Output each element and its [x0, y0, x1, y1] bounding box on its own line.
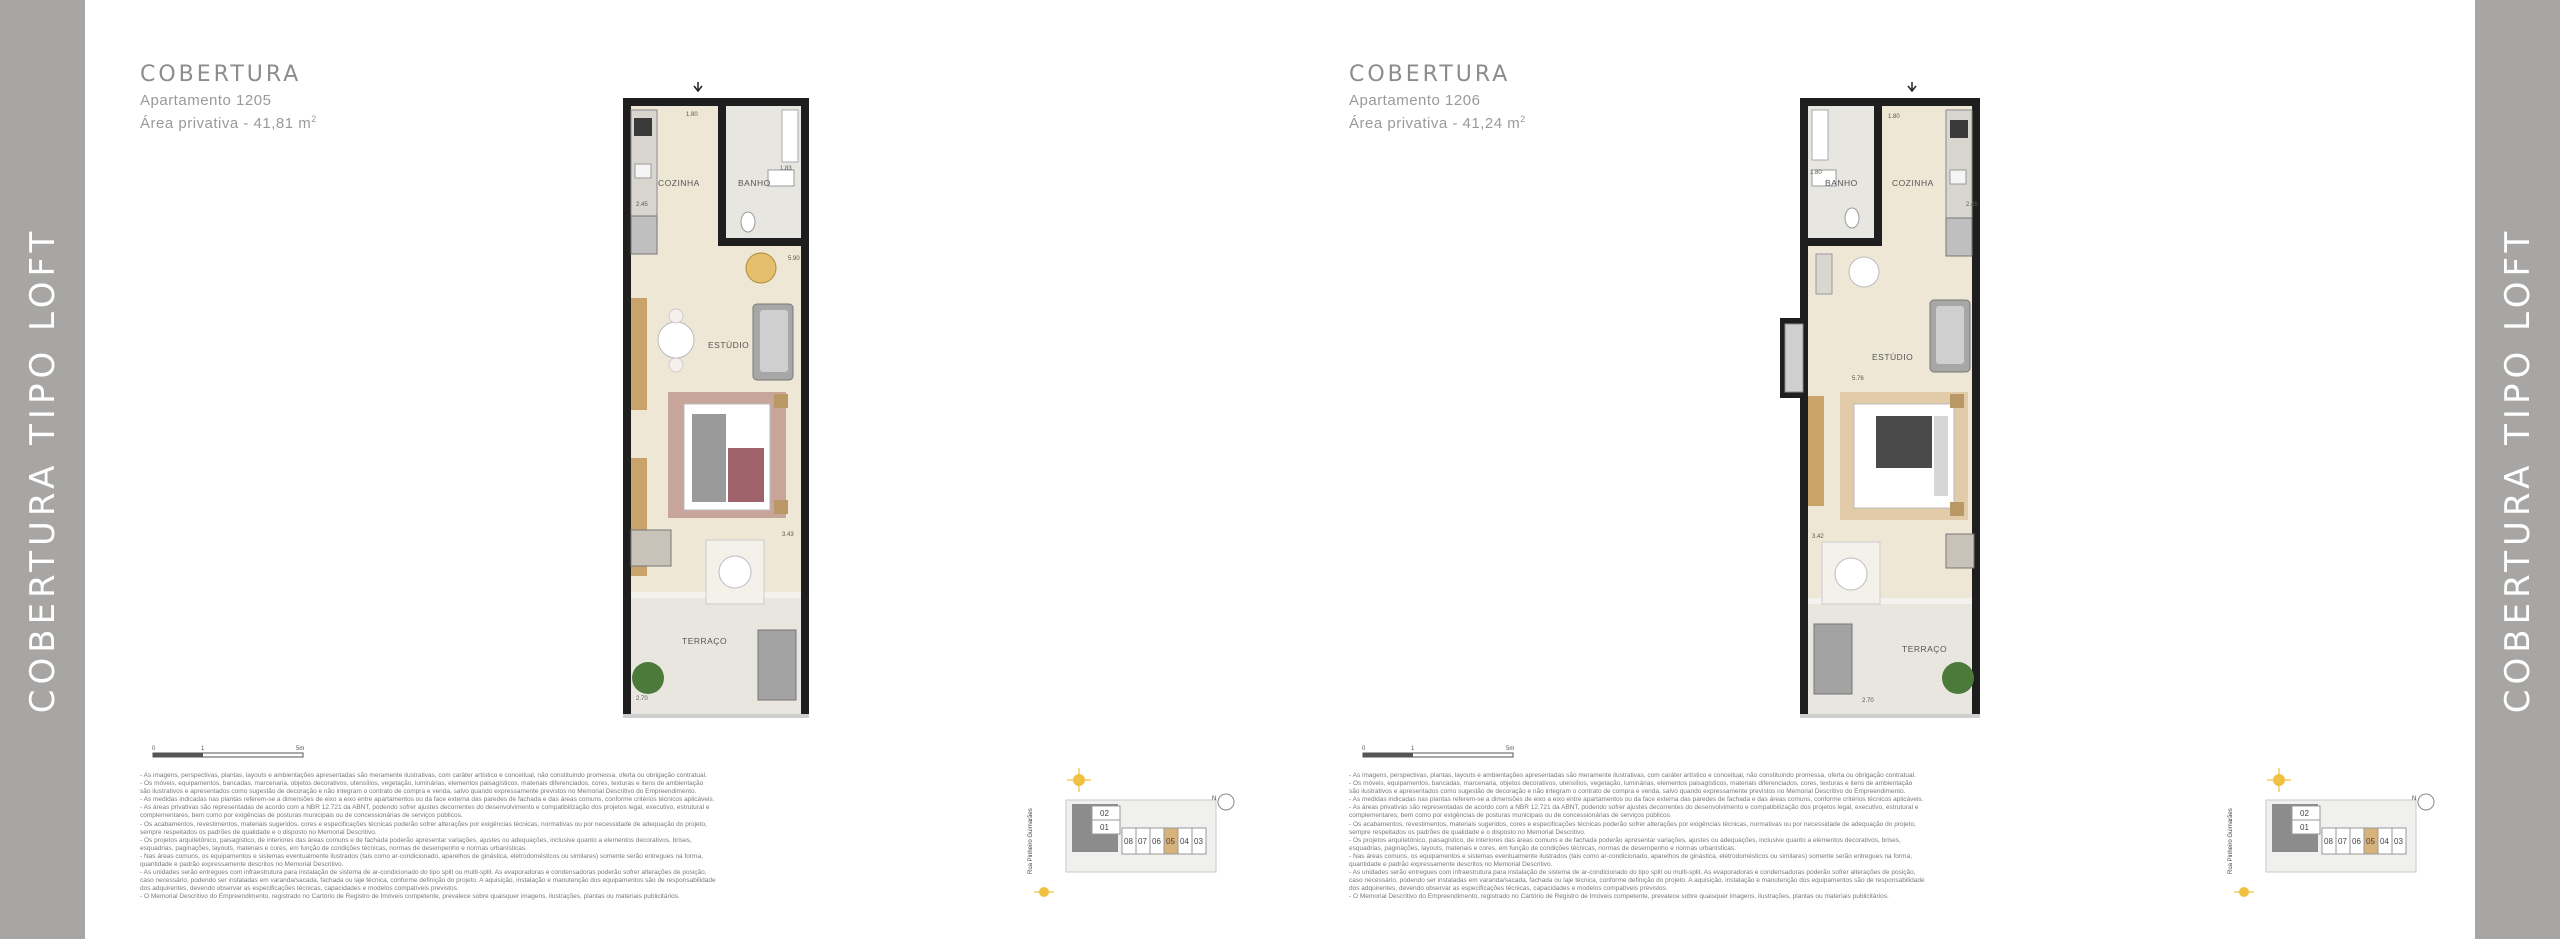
unit-1-keymap [1022, 762, 1242, 912]
unit-2-notes [1349, 772, 1999, 902]
terrace-right-wall [1972, 598, 1980, 718]
keymap-north: N [2412, 796, 2417, 802]
note-line: são ilustrativos e apresentados como sugestão de decoração e não integram o contrato de compra e venda, salvo quando expressamente previstos no Memorial Descritivo do Empreendimento. [1349, 788, 1906, 796]
unit-2-scale-bar [1360, 742, 1520, 764]
note-line: sempre respeitados os padrões de qualidade e o disposto no Memorial Descritivo. [140, 828, 377, 836]
bath-wall [718, 106, 726, 246]
dimension-label: 2.45 [1966, 202, 1978, 208]
entrance-arrow-icon [694, 82, 702, 91]
toilet [741, 212, 755, 232]
shower [1812, 110, 1828, 160]
unit-1-area [140, 114, 317, 132]
sun-icon [2267, 768, 2291, 792]
keymap-north: N [1212, 796, 1217, 802]
north-arrow-icon [2418, 794, 2434, 810]
blanket [1876, 416, 1932, 468]
note-line: - As imagens, perspectivas, plantas, layouts e ambientações apresentadas são meramente ilustrativas, com caráter artístico e conceitual, não constituindo promessa, oferta ou obrigação contratual. [140, 772, 707, 779]
shower [782, 110, 798, 162]
note-line: - O Memorial Descritivo do Empreendimento, registrado no Cartório de Registro de Imóveis competente, prevalece sobre quaisquer imagens, ilustrações, plantas ou materiais publicitários. [1349, 893, 1889, 901]
keymap-label: 08 [2324, 837, 2333, 846]
keymap-label: 01 [2300, 823, 2309, 832]
note-line: - O Memorial Descritivo do Empreendimento, registrado no Cartório de Registro de Imóveis competente, prevalece sobre quaisquer imagens, ilustrações, plantas ou materiais publicitários. [140, 893, 680, 901]
note-line: sempre respeitados os padrões de qualidade e o disposto no Memorial Descritivo. [1349, 828, 1586, 836]
side-niche [1785, 324, 1803, 392]
pillows [692, 414, 726, 502]
note-line: quantidade e padrão expressamente descritos no Memorial Descritivo. [1349, 861, 1553, 869]
terrace-left-wall [623, 592, 631, 718]
unit-2-header [1349, 62, 1526, 132]
dimension-label: 1.80 [1810, 170, 1822, 176]
terrace-edge [1800, 714, 1980, 718]
north-arrow-icon [1218, 794, 1234, 810]
scale-fill [1363, 753, 1413, 757]
dimension-label: 1.80 [1888, 114, 1900, 120]
dimension-label: 2.70 [1862, 698, 1874, 704]
keymap-label: 04 [1180, 837, 1189, 846]
note-line: - Os acabamentos, revestimentos, materiais sugeridos, cores e especificações técnicas poderão sofrer alterações por exigências técnicas, normativas ou por necessidade de adequação do projeto, [1349, 820, 1916, 828]
dimension-label: 3.43 [782, 532, 794, 538]
cooktop [634, 118, 652, 136]
scale-label: 1 [201, 746, 205, 752]
room-label-kitchen: COZINHA [658, 178, 700, 188]
wood-shelf [1808, 396, 1824, 506]
right-side-label: COBERTURA TIPO LOFT [2497, 226, 2538, 713]
kitchen-sink [1950, 170, 1966, 184]
keymap-label: 02 [2300, 809, 2309, 818]
note-line: - As imagens, perspectivas, plantas, layouts e ambientações apresentadas são meramente ilustrativas, com caráter artístico e conceitual, não constituindo promessa, oferta ou obrigação contratual. [1349, 772, 1916, 779]
scale-label: 5m [1506, 746, 1515, 752]
nightstand [1950, 502, 1964, 516]
note-line: dos adquirentes, devendo observar as especificações técnicas, capacidades e modelos compatíveis previstos. [140, 885, 459, 893]
room-label-studio: ESTÚDIO [1872, 352, 1914, 362]
scale-fill [153, 753, 203, 757]
ac-unit [1946, 534, 1974, 568]
unit-2-area-text: Área privativa - 41,24 m [1349, 115, 1521, 132]
unit-1-area-sup: 2 [311, 114, 317, 124]
note-line: - Os projetos arquitetônico, paisagístico, de interiores das áreas comuns e de fachada poderão apresentar variações, ajustes ou adequações, inclusive quanto a elementos decorativos, brises, [140, 836, 692, 844]
note-line: caso necessário, podendo ser instaladas em varanda/sacada, fachada ou laje técnica, conforme definição do projeto. A aquisição, instalação e manutenção dos equipamentos são de responsabilidade [140, 877, 716, 885]
room-label-kitchen: COZINHA [1892, 178, 1934, 188]
wood-panel [631, 298, 647, 410]
sofa-cushions [1936, 306, 1964, 364]
unit-2-title: COBERTURA [1349, 62, 1511, 87]
terrace-right-wall [801, 592, 809, 718]
dimension-label: 5.90 [788, 256, 800, 262]
terrace-sofa [758, 630, 796, 700]
keymap-street: Rua Pinheiro Guimarães [1028, 808, 1034, 874]
note-line: - As medidas indicadas nas plantas referem-se a dimensões de eixo a eixo entre apartamentos ou da face externa das paredes de fachada e das áreas comuns, conforme critérios técnicos aplicáveis. [1349, 796, 1924, 804]
note-line: - Nas áreas comuns, os equipamentos e sistemas eventualmente ilustrados (tais como ar-condicionado, aparelhos de ginástica, eletrodomésticos ou similares) somente serão entregues na forma, [140, 852, 703, 860]
dimension-label: 1.80 [686, 112, 698, 118]
unit-1-header [140, 62, 317, 132]
shelf [1816, 254, 1832, 294]
note-line: dos adquirentes, devendo observar as especificações técnicas, capacidades e modelos compatíveis previstos. [1349, 885, 1668, 893]
pillows [1934, 416, 1948, 496]
room-label-bath: BANHO [738, 178, 771, 188]
note-line: - As medidas indicadas nas plantas referem-se a dimensões de eixo a eixo entre apartamentos ou da face externa das paredes de fachada e das áreas comuns, conforme critérios técnicos aplicáveis. [140, 796, 715, 804]
scale-label: 0 [1362, 746, 1366, 752]
sunset-icon [1034, 887, 1054, 897]
toilet [1845, 208, 1859, 228]
unit-1-floor-plan [618, 78, 814, 718]
sunset-icon [2234, 887, 2254, 897]
keymap-label: 06 [2352, 837, 2361, 846]
terrace-edge [623, 714, 809, 718]
scale-label: 1 [1411, 746, 1415, 752]
keymap-label: 01 [1100, 823, 1109, 832]
scale-label: 0 [152, 746, 156, 752]
refrigerator [631, 216, 657, 254]
dimension-label: 5.76 [1852, 376, 1864, 382]
armchair-round [746, 253, 776, 283]
unit-2-keymap [2222, 762, 2442, 912]
room-label-terrace: TERRAÇO [1902, 644, 1948, 654]
note-line: - Os projetos arquitetônico, paisagístico, de interiores das áreas comuns e de fachada poderão apresentar variações, ajustes ou adequações, inclusive quanto a elementos decorativos, brises, [1349, 836, 1901, 844]
keymap-label: 04 [2380, 837, 2389, 846]
dining-chair [669, 309, 683, 323]
unit-2-apartment: Apartamento 1206 [1349, 92, 1481, 109]
note-line: - As unidades serão entregues com infraestrutura para instalação de sistema de ar-condicionado do tipo split ou multi-split. As evaporadoras e condensadoras poderão sofrer alterações de posição, [140, 869, 707, 877]
bath-bottom-wall [718, 238, 801, 246]
keymap-label: 07 [1138, 837, 1147, 846]
sun-icon [1067, 768, 1091, 792]
dimension-label: 2.70 [636, 696, 648, 702]
note-line: esquadrias, paginações, layouts, materiais e cores, em função de condições técnicas, normas de desempenho e normas urbanísticas. [140, 844, 527, 852]
bath-bottom-wall [1808, 238, 1882, 246]
right-side-band [2475, 0, 2560, 939]
plant [1942, 662, 1974, 694]
unit-1-notes [140, 772, 790, 902]
unit-1-title: COBERTURA [140, 62, 302, 87]
unit-2-area-sup: 2 [1520, 114, 1526, 124]
note-line: esquadrias, paginações, layouts, materiais e cores, em função de condições técnicas, normas de desempenho e normas urbanísticas. [1349, 844, 1736, 852]
unit-1-scale-bar [150, 742, 310, 764]
keymap-label: 05 [1166, 837, 1175, 846]
left-side-label: COBERTURA TIPO LOFT [22, 226, 63, 713]
nightstand [774, 394, 788, 408]
sofa-cushions [760, 310, 788, 372]
note-line: quantidade e padrão expressamente descritos no Memorial Descritivo. [140, 861, 344, 869]
unit-2-area [1349, 114, 1526, 132]
ac-unit [631, 530, 671, 566]
blanket [728, 448, 764, 502]
note-line: caso necessário, podendo ser instaladas em varanda/sacada, fachada ou laje técnica, conforme definição do projeto. A aquisição, instalação e manutenção dos equipamentos são de responsabilidade [1349, 877, 1925, 885]
left-side-band [0, 0, 85, 939]
plant [632, 662, 664, 694]
keymap-label: 03 [2394, 837, 2403, 846]
keymap-label: 08 [1124, 837, 1133, 846]
keymap-label: 07 [2338, 837, 2347, 846]
nightstand [774, 500, 788, 514]
note-line: complementares, bem como por exigências de posturas municipais ou de concessionárias de serviços públicos. [140, 812, 463, 820]
note-line: - Nas áreas comuns, os equipamentos e sistemas eventualmente ilustrados (tais como ar-condicionado, aparelhos de ginástica, eletrodomésticos ou similares) somente serão entregues na forma, [1349, 852, 1912, 860]
refrigerator [1946, 218, 1972, 256]
entrance-arrow-icon [1908, 82, 1916, 91]
bath-wall [1874, 106, 1882, 246]
terrace-sofa [1814, 624, 1852, 694]
note-line: - As unidades serão entregues com infraestrutura para instalação de sistema de ar-condicionado do tipo split ou multi-split. As evaporadoras e condensadoras poderão sofrer alterações de posição, [1349, 869, 1916, 877]
note-line: são ilustrativos e apresentados como sugestão de decoração e não integram o contrato de compra e venda, salvo quando expressamente previstos no Memorial Descritivo do Empreendimento. [140, 788, 697, 796]
note-line: - Os móveis, equipamentos, bancadas, marcenaria, objetos decorativos, utensílios, vegetação, luminárias, elementos paisagísticos, materiais diferenciados, cores, texturas e itens de ambientação [1349, 780, 1913, 788]
dining-chair [669, 358, 683, 372]
keymap-label: 03 [1194, 837, 1203, 846]
bath-sink [768, 170, 794, 186]
dimension-label: 3.42 [1812, 534, 1824, 540]
scale-label: 5m [296, 746, 305, 752]
kitchen-sink [635, 164, 651, 178]
dimension-label: 1.83 [780, 166, 792, 172]
note-line: - Os móveis, equipamentos, bancadas, marcenaria, objetos decorativos, utensílios, vegetação, luminárias, elementos paisagísticos, materiais diferenciados, cores, texturas e itens de ambientação [140, 780, 704, 788]
note-line: - As áreas privativas são representadas de acordo com a NBR 12.721 da ABNT, podendo sofrer ajustes decorrentes do desenvolvimento e compatibilização dos projetos legal, executivo, estrutural e [140, 804, 710, 812]
dining-table-round [658, 322, 694, 358]
room-label-bath: BANHO [1825, 178, 1858, 188]
note-line: complementares, bem como por exigências de posturas municipais ou de concessionárias de serviços públicos. [1349, 812, 1672, 820]
keymap-label: 05 [2366, 837, 2375, 846]
keymap-street: Rua Pinheiro Guimarães [2228, 808, 2234, 874]
unit-2-floor-plan [1780, 78, 2000, 718]
terrace-table [1835, 558, 1867, 590]
room-label-studio: ESTÚDIO [708, 340, 750, 350]
nightstand [1950, 394, 1964, 408]
keymap-label: 02 [1100, 809, 1109, 818]
unit-1-apartment: Apartamento 1205 [140, 92, 272, 109]
room-label-terrace: TERRAÇO [682, 636, 728, 646]
cooktop [1950, 120, 1968, 138]
note-line: - Os acabamentos, revestimentos, materiais sugeridos, cores e especificações técnicas poderão sofrer alterações por exigências técnicas, normativas ou por necessidade de adequação do projeto, [140, 820, 707, 828]
unit-1-area-text: Área privativa - 41,81 m [140, 115, 312, 132]
note-line: - As áreas privativas são representadas de acordo com a NBR 12.721 da ABNT, podendo sofrer ajustes decorrentes do desenvolvimento e compatibilização dos projetos legal, executivo, estrutural e [1349, 804, 1919, 812]
dining-table-round [1849, 257, 1879, 287]
dimension-label: 2.45 [636, 202, 648, 208]
terrace-table [719, 556, 751, 588]
keymap-label: 06 [1152, 837, 1161, 846]
terrace-left-wall [1800, 598, 1808, 718]
